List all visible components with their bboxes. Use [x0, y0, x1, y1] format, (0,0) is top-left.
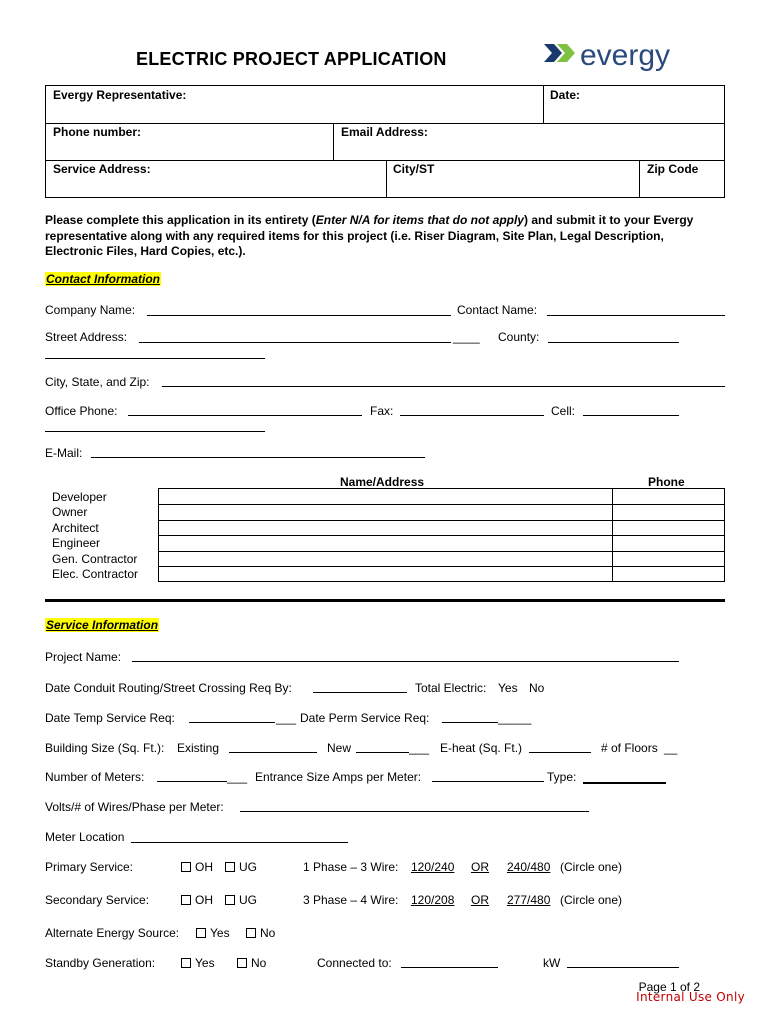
email-label: E-Mail:: [45, 446, 83, 460]
primary-ug-option[interactable]: UG: [225, 860, 257, 874]
floors-suffix[interactable]: __: [664, 741, 678, 755]
total-electric-yes[interactable]: Yes: [498, 681, 518, 695]
company-name-field[interactable]: [147, 315, 451, 316]
phase1-or: OR: [471, 860, 489, 874]
kw-field[interactable]: [567, 967, 679, 968]
street-address-line2[interactable]: [45, 358, 265, 359]
conduit-date-field[interactable]: [313, 692, 407, 693]
phase3-option-277-480[interactable]: 277/480: [507, 893, 551, 907]
total-electric-no[interactable]: No: [529, 681, 545, 695]
floors-label: # of Floors: [601, 741, 658, 755]
table-row[interactable]: [159, 536, 724, 551]
cell-label: Cell:: [551, 404, 576, 418]
email-field[interactable]: [91, 457, 425, 458]
number-of-meters-field[interactable]: [157, 781, 227, 782]
perm-service-label: Date Perm Service Req:: [300, 711, 430, 725]
fax-label: Fax:: [370, 404, 394, 418]
temp-service-suffix: ___: [276, 711, 297, 725]
date-label: Date:: [550, 88, 581, 102]
phase1-label: 1 Phase – 3 Wire:: [303, 860, 399, 874]
internal-use-label: Internal Use Only: [636, 990, 745, 1004]
project-name-field[interactable]: [132, 661, 679, 662]
checkbox-icon[interactable]: [225, 862, 235, 872]
phase1-option-240-480[interactable]: 240/480: [507, 860, 551, 874]
service-address-label: Service Address:: [53, 162, 151, 176]
county-field[interactable]: [548, 342, 679, 343]
building-size-label: Building Size (Sq. Ft.):: [45, 741, 165, 755]
meter-location-label: Meter Location: [45, 830, 125, 844]
alternate-energy-label: Alternate Energy Source:: [45, 926, 180, 940]
eheat-field[interactable]: [529, 752, 591, 753]
service-section-heading: Service Information: [46, 618, 159, 632]
secondary-ug-option[interactable]: UG: [225, 893, 257, 907]
form-title: ELECTRIC PROJECT APPLICATION: [136, 49, 447, 69]
logo-text: evergy: [580, 40, 671, 72]
phase1-option-120-240[interactable]: 120/240: [411, 860, 455, 874]
name-address-column-header: Name/Address: [340, 475, 425, 489]
table-row[interactable]: [159, 521, 724, 535]
new-label: New: [327, 741, 352, 755]
perm-service-field[interactable]: [442, 722, 498, 723]
project-name-label: Project Name:: [45, 650, 122, 664]
standby-generation-label: Standby Generation:: [45, 956, 156, 970]
standby-no[interactable]: No: [237, 956, 266, 970]
meter-location-field[interactable]: [131, 842, 348, 843]
table-row[interactable]: [159, 505, 724, 520]
checkbox-icon[interactable]: [237, 958, 247, 968]
header-info-box: [45, 85, 725, 198]
primary-service-label: Primary Service:: [45, 860, 134, 874]
contact-name-field[interactable]: [547, 315, 725, 316]
contacts-table: [158, 488, 725, 582]
role-engineer: Engineer: [52, 536, 101, 550]
connected-to-field[interactable]: [401, 967, 498, 968]
page-number: Page 1 of 2: [638, 980, 700, 994]
cell-field[interactable]: [583, 415, 679, 416]
alternate-energy-yes[interactable]: Yes: [196, 926, 230, 940]
role-gen-contractor: Gen. Contractor: [52, 552, 138, 566]
phone-number-label: Phone number:: [53, 125, 142, 139]
secondary-oh-option[interactable]: OH: [181, 893, 213, 907]
primary-oh-option[interactable]: OH: [181, 860, 213, 874]
total-electric-label: Total Electric:: [415, 681, 487, 695]
role-developer: Developer: [52, 490, 107, 504]
alternate-energy-no[interactable]: No: [246, 926, 275, 940]
checkbox-icon[interactable]: [181, 862, 191, 872]
checkbox-icon[interactable]: [225, 895, 235, 905]
table-row[interactable]: [159, 567, 724, 582]
rep-label: Evergy Representative:: [53, 88, 187, 102]
volts-wires-field[interactable]: [240, 811, 589, 812]
volts-wires-label: Volts/# of Wires/Phase per Meter:: [45, 800, 224, 814]
kw-label: kW: [543, 956, 561, 970]
standby-yes[interactable]: Yes: [181, 956, 215, 970]
fax-field[interactable]: [400, 415, 544, 416]
checkbox-icon[interactable]: [196, 928, 206, 938]
phase3-option-120-208[interactable]: 120/208: [411, 893, 455, 907]
new-field[interactable]: [356, 752, 409, 753]
intro-instructions: Please complete this application in its entirety (Enter N/A for items that do not apply) and submit it to your Evergy representative along with any required items for this project (i.e. Riser Diagram, Site Plan, Legal Description, Electronic Files, Hard Copies, etc.).: [45, 213, 694, 258]
street-address-field[interactable]: [139, 342, 451, 343]
phase3-circle-one: (Circle one): [560, 893, 623, 907]
type-field[interactable]: [583, 782, 666, 784]
evergy-logo: [544, 40, 704, 80]
table-row[interactable]: [159, 552, 724, 566]
contact-section-heading: Contact Information: [46, 272, 160, 286]
entrance-size-label: Entrance Size Amps per Meter:: [255, 770, 422, 784]
office-phone-field[interactable]: [128, 415, 362, 416]
office-phone-line2[interactable]: [45, 431, 265, 432]
checkbox-icon[interactable]: [246, 928, 256, 938]
zip-code-label: Zip Code: [647, 162, 699, 176]
checkbox-icon[interactable]: [181, 895, 191, 905]
section-divider: [45, 599, 725, 602]
street-address-label: Street Address:: [45, 330, 128, 344]
county-label: County:: [498, 330, 540, 344]
new-suffix: ___: [409, 741, 430, 755]
type-label: Type:: [547, 770, 577, 784]
entrance-size-field[interactable]: [432, 781, 544, 782]
street-address-suffix: ____: [453, 330, 480, 344]
existing-field[interactable]: [229, 752, 317, 753]
secondary-service-label: Secondary Service:: [45, 893, 150, 907]
conduit-date-label: Date Conduit Routing/Street Crossing Req By:: [45, 681, 292, 695]
role-architect: Architect: [52, 521, 99, 535]
city-state-zip-field[interactable]: [162, 386, 725, 387]
table-row[interactable]: [159, 489, 724, 504]
existing-label: Existing: [177, 741, 220, 755]
phone-column-header: Phone: [648, 475, 685, 489]
office-phone-label: Office Phone:: [45, 404, 118, 418]
phase3-label: 3 Phase – 4 Wire:: [303, 893, 399, 907]
temp-service-label: Date Temp Service Req:: [45, 711, 175, 725]
contact-name-label: Contact Name:: [457, 303, 538, 317]
perm-service-suffix: _____: [498, 711, 532, 725]
connected-to-label: Connected to:: [317, 956, 392, 970]
number-of-meters-suffix: ___: [227, 770, 248, 784]
city-state-zip-label: City, State, and Zip:: [45, 375, 150, 389]
city-st-label: City/ST: [393, 162, 435, 176]
checkbox-icon[interactable]: [181, 958, 191, 968]
company-name-label: Company Name:: [45, 303, 136, 317]
email-address-label: Email Address:: [341, 125, 428, 139]
phase3-or: OR: [471, 893, 489, 907]
role-owner: Owner: [52, 505, 88, 519]
number-of-meters-label: Number of Meters:: [45, 770, 145, 784]
eheat-label: E-heat (Sq. Ft.): [440, 741, 523, 755]
temp-service-field[interactable]: [189, 722, 275, 723]
phase1-circle-one: (Circle one): [560, 860, 623, 874]
role-elec-contractor: Elec. Contractor: [52, 567, 139, 581]
